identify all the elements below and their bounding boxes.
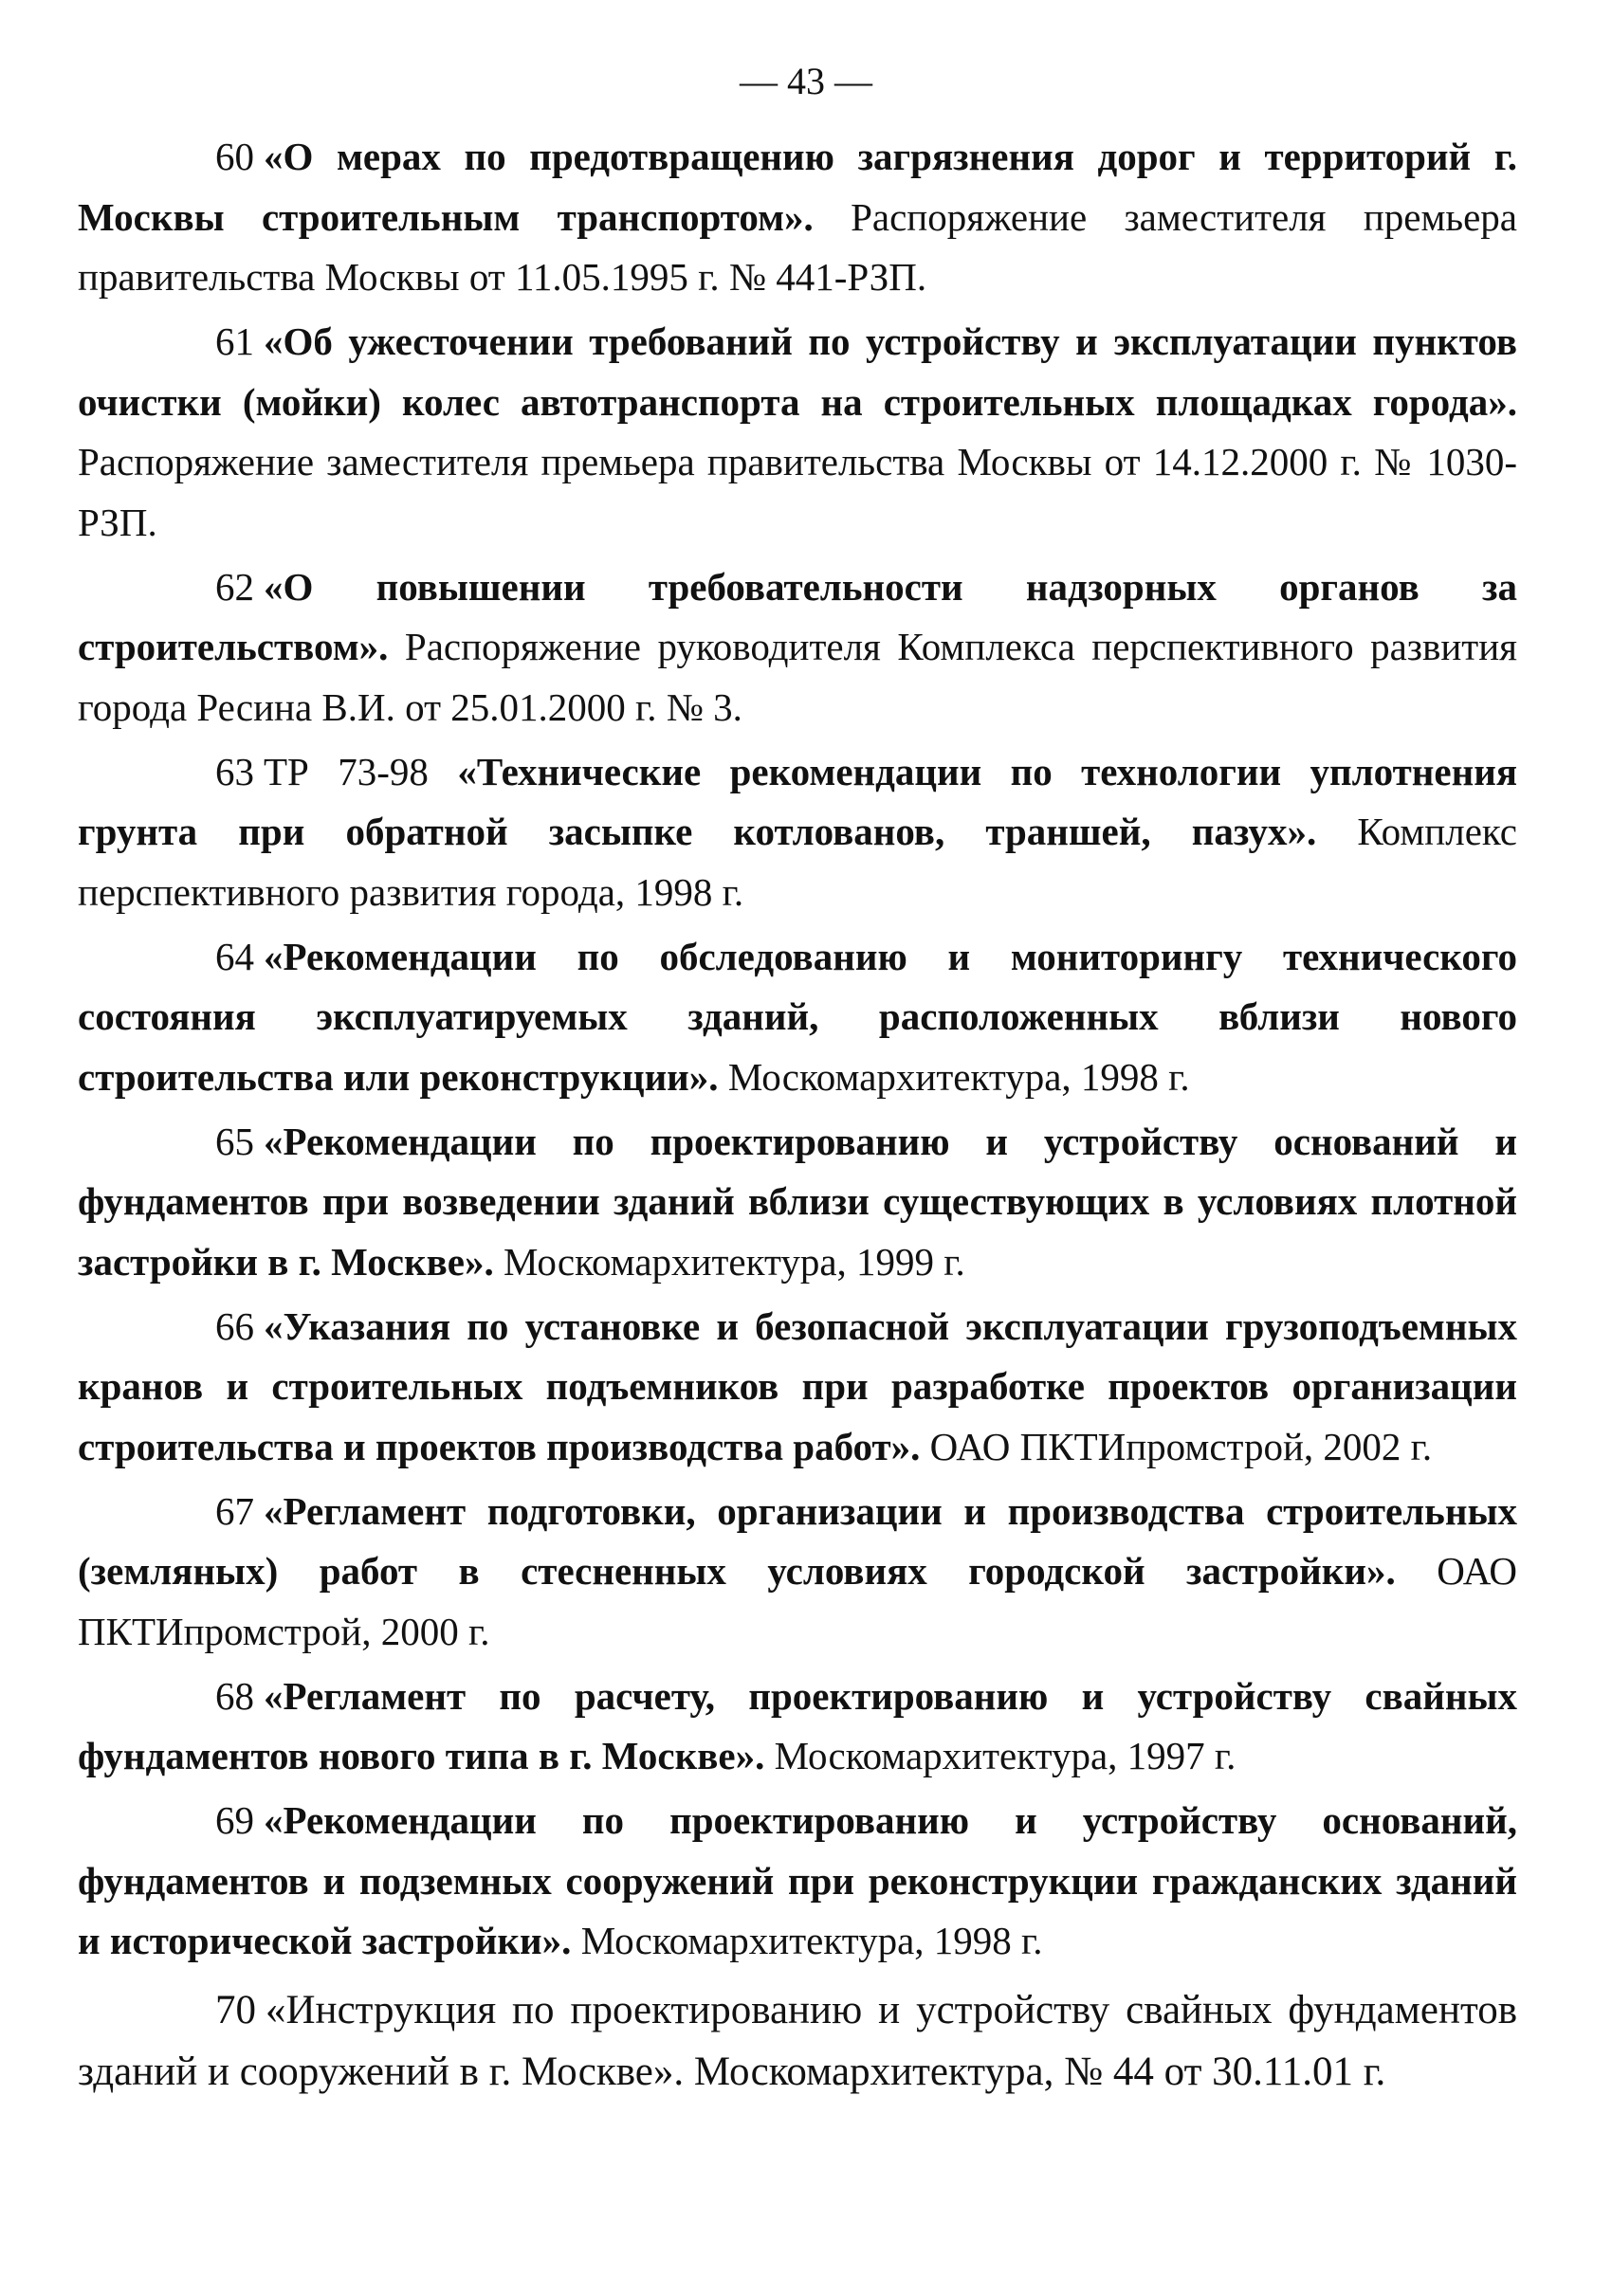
reference-title: «О мерах по предотвращению загрязнения дорог и территорий г. Москвы строительным транспортом». (78, 135, 1517, 239)
reference-title: «Регламент по расчету, проектированию и устройству свайных фундаментов нового типа в г. Москве». (78, 1673, 1517, 1777)
reference-number: 60 (215, 135, 254, 178)
reference-title: «Рекомендации по проектированию и устройству оснований и фундаментов при возведении зданий вблизи существующих в условиях плотной застройки в г. Москве». (78, 1119, 1517, 1284)
reference-number: 67 (215, 1488, 254, 1533)
reference-item-65 (78, 1112, 1517, 1293)
reference-title: «Рекомендации по проектированию и устройству оснований, фундаментов и подземных сооружений при реконструкции гражданских зданий и исторической застройки». (78, 1798, 1517, 1962)
reference-item-64 (78, 927, 1517, 1108)
reference-item-67 (78, 1482, 1517, 1663)
reference-title: «Указания по установке и безопасной эксплуатации грузоподъемных кранов и строительных подъемников при разработке проектов организации строительства и проектов производства работ». (78, 1303, 1517, 1468)
reference-source: Москомархитектура, 1997 г. (764, 1734, 1236, 1777)
reference-item-61 (78, 312, 1517, 553)
reference-source: Комплекс перспективного развития города, 1998 г. (78, 810, 1517, 914)
reference-number: 70 (215, 1987, 256, 2032)
reference-item-68 (78, 1667, 1517, 1787)
reference-item-66 (78, 1297, 1517, 1478)
reference-title: «Регламент подготовки, организации и производства строительных (земляных) работ в стесненных условиях городской застройки». (78, 1488, 1517, 1593)
reference-number: 66 (215, 1303, 254, 1348)
reference-code: ТР 73-98 (264, 749, 458, 793)
reference-number: 64 (215, 934, 254, 978)
page-number: — 43 — (740, 60, 872, 102)
reference-source: Распоряжение заместителя премьера правительства Москвы от 14.12.2000 г. № 1030-РЗП. (78, 440, 1517, 544)
reference-title: «Рекомендации по обследованию и мониторингу технического состояния эксплуатируемых зданий, расположенных вблизи нового строительства или реконструкции». (78, 934, 1517, 1099)
reference-item-62 (78, 557, 1517, 738)
reference-number: 65 (215, 1119, 254, 1163)
reference-list (78, 127, 1517, 2106)
reference-title: «О повышении требовательности надзорных органов за строительством». (78, 564, 1517, 668)
reference-number: 61 (215, 319, 254, 363)
reference-source: Распоряжение заместителя премьера правительства Москвы от 11.05.1995 г. № 441-РЗП. (78, 194, 1518, 299)
reference-source: ОАО ПКТИпромстрой, 2000 г. (78, 1549, 1517, 1653)
reference-source: Москомархитектура, 1999 г. (493, 1239, 965, 1284)
reference-source: Москомархитектура, 1998 г. (571, 1919, 1043, 1962)
reference-source: ОАО ПКТИпромстрой, 2002 г. (920, 1424, 1433, 1468)
reference-item-69 (78, 1791, 1517, 1972)
reference-item-63 (78, 742, 1517, 923)
reference-title: «Технические рекомендации по технологии уплотнения грунта при обратной засыпке котлованов, траншей, пазух». (78, 749, 1518, 853)
reference-item-60 (78, 127, 1517, 308)
reference-title: «Об ужесточении требований по устройству и эксплуатации пунктов очистки (мойки) колес автотранспорта на строительных площадках города». (78, 319, 1517, 424)
reference-item-70 (78, 1979, 1517, 2103)
reference-source: Распоряжение руководителя Комплекса перспективного развития города Ресина В.И. от 25.01.2000 г. № 3. (78, 625, 1517, 729)
reference-text: «Инструкция по проектированию и устройству свайных фундаментов зданий и сооружений в г. Москве». Москомархитектура, № 44 от 30.11.01 г. (78, 1987, 1517, 2094)
reference-number: 68 (215, 1673, 254, 1718)
reference-source: Москомархитектура, 1998 г. (718, 1054, 1190, 1099)
reference-number: 62 (215, 564, 254, 609)
reference-number: 63 (215, 749, 254, 793)
reference-number: 69 (215, 1798, 254, 1842)
